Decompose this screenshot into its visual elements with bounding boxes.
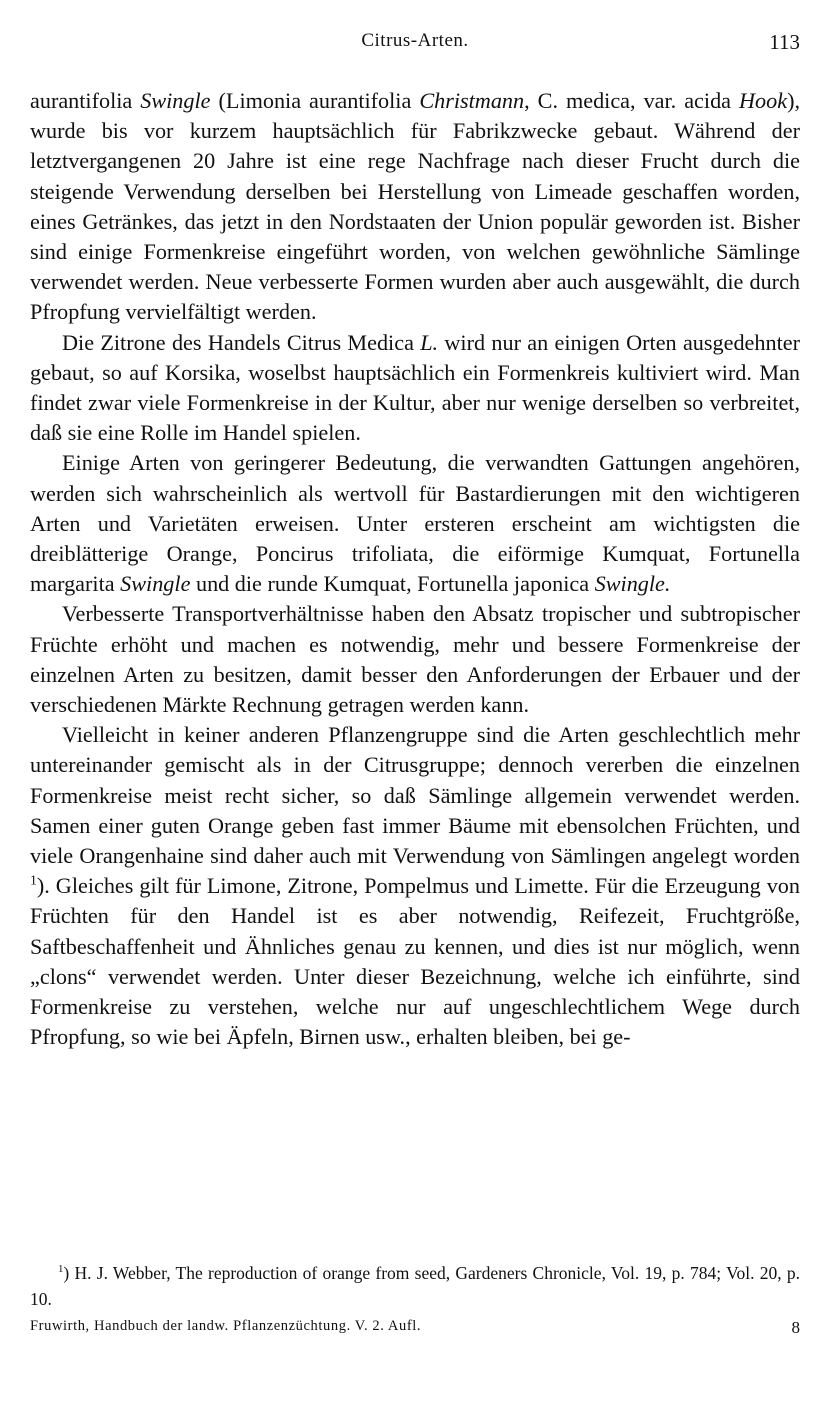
paragraph [30,86,800,328]
text-span: , C. medica, var. acida [524,88,739,113]
text-span: Einige Arten von geringerer Bedeutung, die verwandten Gattungen angehören, werden sich wahrscheinlich als wertvoll für Bastardierungen mit den wichtigeren Arten und Varietäten erweisen. Unter ersteren erscheint am wichtigsten die dreiblätterige Orange, Poncirus trifoliata, die eiförmige Kumquat, Fortunella margarita [30,450,800,597]
text-span: ). Gleiches gilt für Limone, Zitrone, Pompelmus und Limette. Für die Erzeugung von Früchten für den Handel ist es aber notwendig, Reifezeit, Fruchtgröße, Saftbeschaffenheit und Ähnliches genau zu kennen, und dies ist nur möglich, wenn „clons“ verwendet werden. Unter dieser Bezeichnung, welche ich einführte, sind Formenkreise zu verstehen, welche nur auf ungeschlechtlichem Wege durch Pfropfung, so wie bei Äpfeln, Birnen usw., erhalten bleiben, bei ge- [30,873,800,1050]
page-number: 113 [769,30,800,54]
footnote-number: 1 [58,1263,64,1276]
paragraph [30,448,800,599]
paragraph [30,328,800,449]
text-span: (Limonia aurantifolia [210,88,420,113]
text-span: aurantifolia [30,88,141,113]
text-span: ), wurde bis vor kurzem hauptsächlich für Fabrikzwecke gebaut. Während der letztvergangenen 20 Jahre ist eine rege Nachfrage nach dieser Frucht durch die steigende Verwendung derselben bei Herstellung von Limeade geschaffen worden, eines Getränkes, das jetzt in den Nordstaaten der Union populär geworden ist. Bisher sind einige Formenkreise eingeführt worden, von welchen gewöhnliche Sämlinge verwendet werden. Neue verbesserte Formen wurden aber auch ausgewählt, die durch Pfropfung vervielfältigt werden. [30,88,800,325]
page-header [30,30,800,60]
sheet-signature: 8 [791,1318,800,1337]
text-span: Die Zitrone des Handels Citrus Medica [62,329,421,355]
italic-text: Swingle. [594,571,671,597]
italic-text: Hook [739,88,788,113]
footnotes [30,1260,800,1312]
book-reference: Fruwirth, Handbuch der landw. Pflanzenzüchtung. V. 2. Aufl. [30,1318,422,1334]
footnote [30,1260,800,1312]
italic-text: Swingle [120,571,191,597]
paragraph [30,599,800,720]
page-footer [30,1318,800,1342]
text-span: Vielleicht in keiner anderen Pflanzengruppe sind die Arten geschlechtlich mehr untereinander gemischt als in der Citrusgruppe; dennoch vererben die einzelnen Formenkreise meist recht sicher, so daß Sämlinge allgemein verwendet werden. Samen einer guten Orange geben fast immer Bäume mit ebensolchen Früchten, und viele Orangenhaine sind daher auch mit Verwendung von Sämlingen angelegt worden [30,722,800,869]
footnote-text: ) H. J. Webber, The reproduction of orange from seed, Gardeners Chronicle, Vol. 19, p. 784; Vol. 20, p. 10. [30,1263,800,1309]
text-span: und die runde Kumquat, Fortunella japonica [190,571,595,597]
paragraph [30,720,800,1052]
italic-text: L. [420,329,439,355]
italic-text: Christmann [419,88,525,113]
body-text [30,86,800,1053]
text-span: wird nur an einigen Orten ausgedehnter gebaut, so auf Korsika, woselbst hauptsächlich ein Formenkreis kultiviert wird. Man findet zwar viele Formenkreise in der Kultur, aber nur wenige derselben so verbreitet, daß sie eine Rolle im Handel spielen. [30,329,800,446]
italic-text: Swingle [140,88,211,113]
running-title: Citrus-Arten. [361,30,469,51]
footnote-marker: 1 [30,872,37,888]
text-span: Verbesserte Transportverhältnisse haben den Absatz tropischer und subtropischer Früchte erhöht und machen es notwendig, mehr und bessere Formenkreise der einzelnen Arten zu besitzen, damit besser den Anforderungen der Erbauer und der verschiedenen Märkte Rechnung getragen werden kann. [30,601,800,718]
